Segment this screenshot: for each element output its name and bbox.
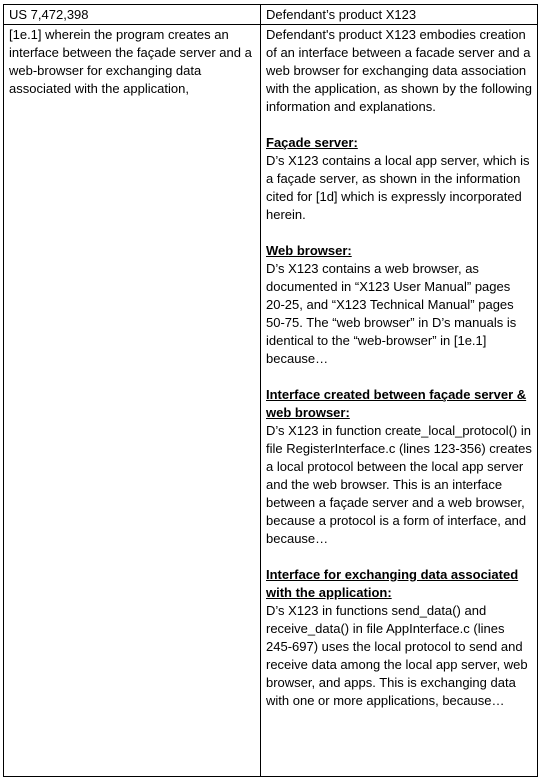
section-heading-web-browser: Web browser: [266, 243, 352, 258]
claim-row [4, 25, 538, 777]
evidence-cell [261, 25, 538, 777]
section-heading-facade-server: Façade server: [266, 135, 358, 150]
claim-element-cell [4, 25, 261, 777]
header-row [4, 5, 538, 25]
section-text-web-browser: D’s X123 contains a web browser, as documented in “X123 User Manual” pages 20-25, and “X123 Technical Manual” pages 50-75. The “web browser” in D’s manuals is identical to the “web-browser” in [1e.1] because… [266, 261, 517, 366]
claim-chart-table [3, 4, 538, 777]
header-patent-cell: US 7,472,398 [4, 5, 261, 25]
header-product-cell: Defendant’s product X123 [261, 5, 538, 25]
section-text-facade-server: D’s X123 contains a local app server, which is a façade server, as shown in the information cited for [1d] which is expressly incorporated herein. [266, 153, 530, 222]
section-text-data-exchange: D’s X123 in functions send_data() and receive_data() in file AppInterface.c (lines 245-697) uses the local protocol to send and receive data among the local app server, web browser, and apps. This is exchanging data with one or more applications, because… [266, 603, 528, 708]
claim-element-text: [1e.1] wherein the program creates an interface between the façade server and a web-browser for exchanging data associated with the application, [9, 27, 252, 96]
section-heading-interface-created: Interface created between façade server & web browser: [266, 387, 527, 420]
evidence-intro: Defendant's product X123 embodies creation of an interface between a facade server and a web browser for exchanging data association with the application, as shown by the following information and explanations. [266, 27, 532, 114]
section-heading-data-exchange: Interface for exchanging data associated with the application: [266, 567, 519, 600]
section-text-interface-created: D’s X123 in function create_local_protocol() in file RegisterInterface.c (lines 123-356) creates a local protocol between the local app server and the web browser. This is an interface between a façade server and a web browser, because a protocol is a form of interface, and because… [266, 423, 532, 546]
